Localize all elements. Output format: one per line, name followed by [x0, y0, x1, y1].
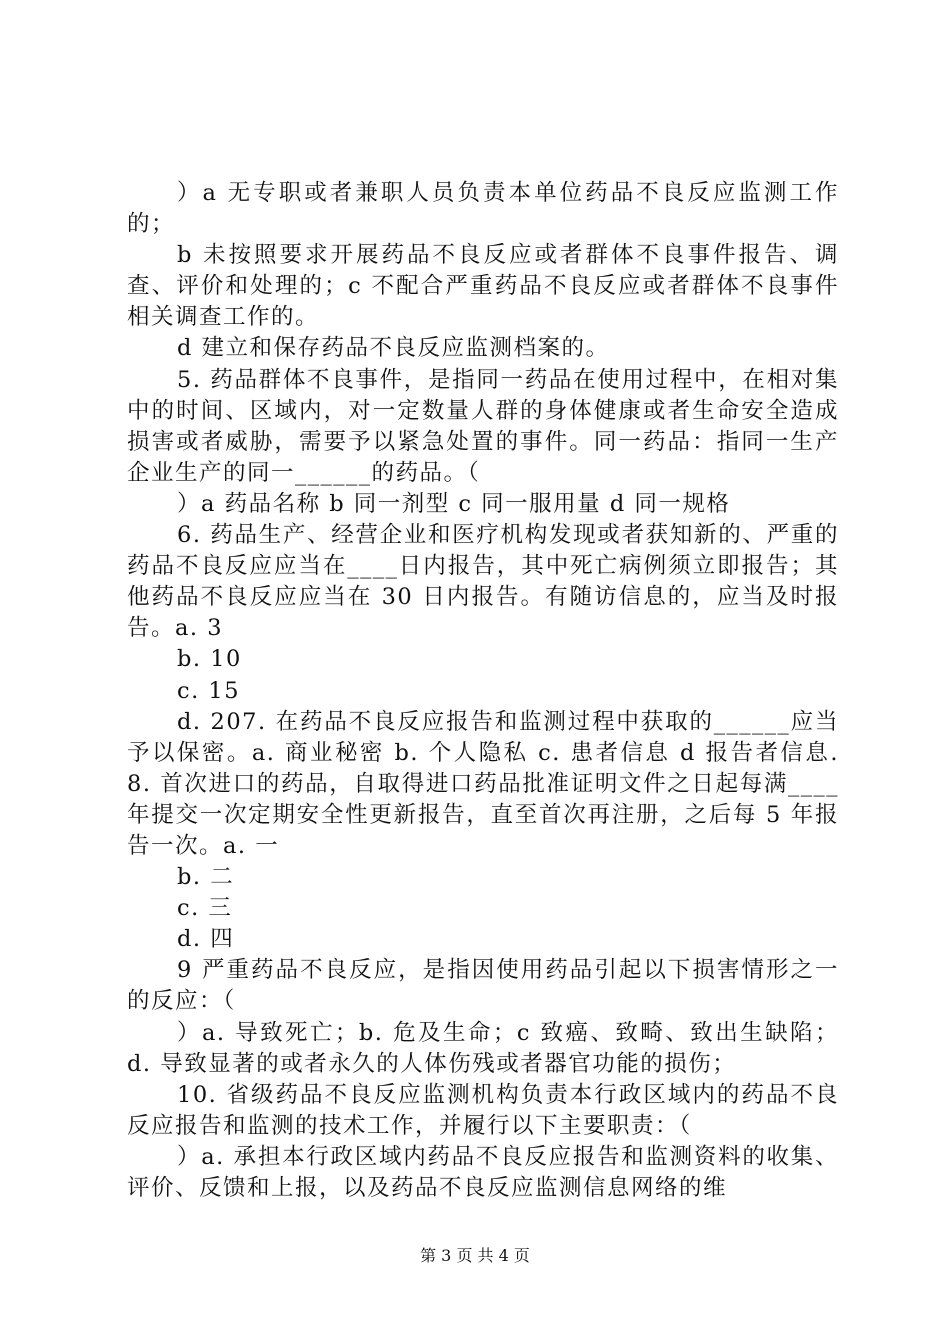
paragraph: d. 四	[177, 926, 235, 953]
paragraph: c. 三	[177, 895, 233, 922]
paragraph: 9 严重药品不良反应，是指因使用药品引起以下损害情形之一的反应：（	[127, 957, 839, 1015]
paragraph: ）a. 导致死亡；b. 危及生命；c 致癌、致畸、致出生缺陷；d. 导致显著的或者永久的人体伤残或者器官功能的损伤；	[127, 1019, 839, 1077]
paragraph: d 建立和保存药品不良反应监测档案的。	[177, 335, 610, 362]
document-body	[127, 178, 839, 1204]
paragraph: 5. 药品群体不良事件，是指同一药品在使用过程中，在相对集中的时间、区域内，对一定数量人群的身体健康或者生命安全造成损害或者威胁，需要予以紧急处置的事件。同一药品：指同一生产企业生产的同一______的药品。（	[127, 366, 839, 486]
paragraph: b 未按照要求开展药品不良反应或者群体不良事件报告、调查、评价和处理的；c 不配合严重药品不良反应或者群体不良事件相关调查工作的。	[127, 242, 839, 331]
paragraph: 10. 省级药品不良反应监测机构负责本行政区域内的药品不良反应报告和监测的技术工作，并履行以下主要职责：（	[127, 1081, 839, 1139]
paragraph: ）a 药品名称 b 同一剂型 c 同一服用量 d 同一规格	[177, 490, 731, 517]
page-footer	[0, 1243, 950, 1266]
paragraph: 6. 药品生产、经营企业和医疗机构发现或者获知新的、严重的药品不良反应应当在____日内报告，其中死亡病例须立即报告；其他药品不良反应应当在 30 日内报告。有随访信息的，应当及时报告。a. 3	[127, 522, 839, 642]
page-number: 第 3 页 共 4 页	[420, 1246, 530, 1265]
paragraph: ）a. 承担本行政区域内药品不良反应报告和监测资料的收集、评价、反馈和上报，以及药品不良反应监测信息网络的维	[127, 1143, 839, 1201]
paragraph: c. 15	[177, 677, 241, 704]
paragraph: d. 207. 在药品不良反应报告和监测过程中获取的______应当予以保密。a. 商业秘密 b. 个人隐私 c. 患者信息 d 报告者信息. 8. 首次进口的药品，自取得进口药品批准证明文件之日起每满____年提交一次定期安全性更新报告，直至首次再注册，之后每 5 年报告一次。a. 一	[127, 708, 839, 859]
paragraph: b. 二	[177, 864, 235, 891]
paragraph: b. 10	[177, 646, 242, 673]
paragraph: ）a 无专职或者兼职人员负责本单位药品不良反应监测工作的；	[127, 180, 839, 238]
